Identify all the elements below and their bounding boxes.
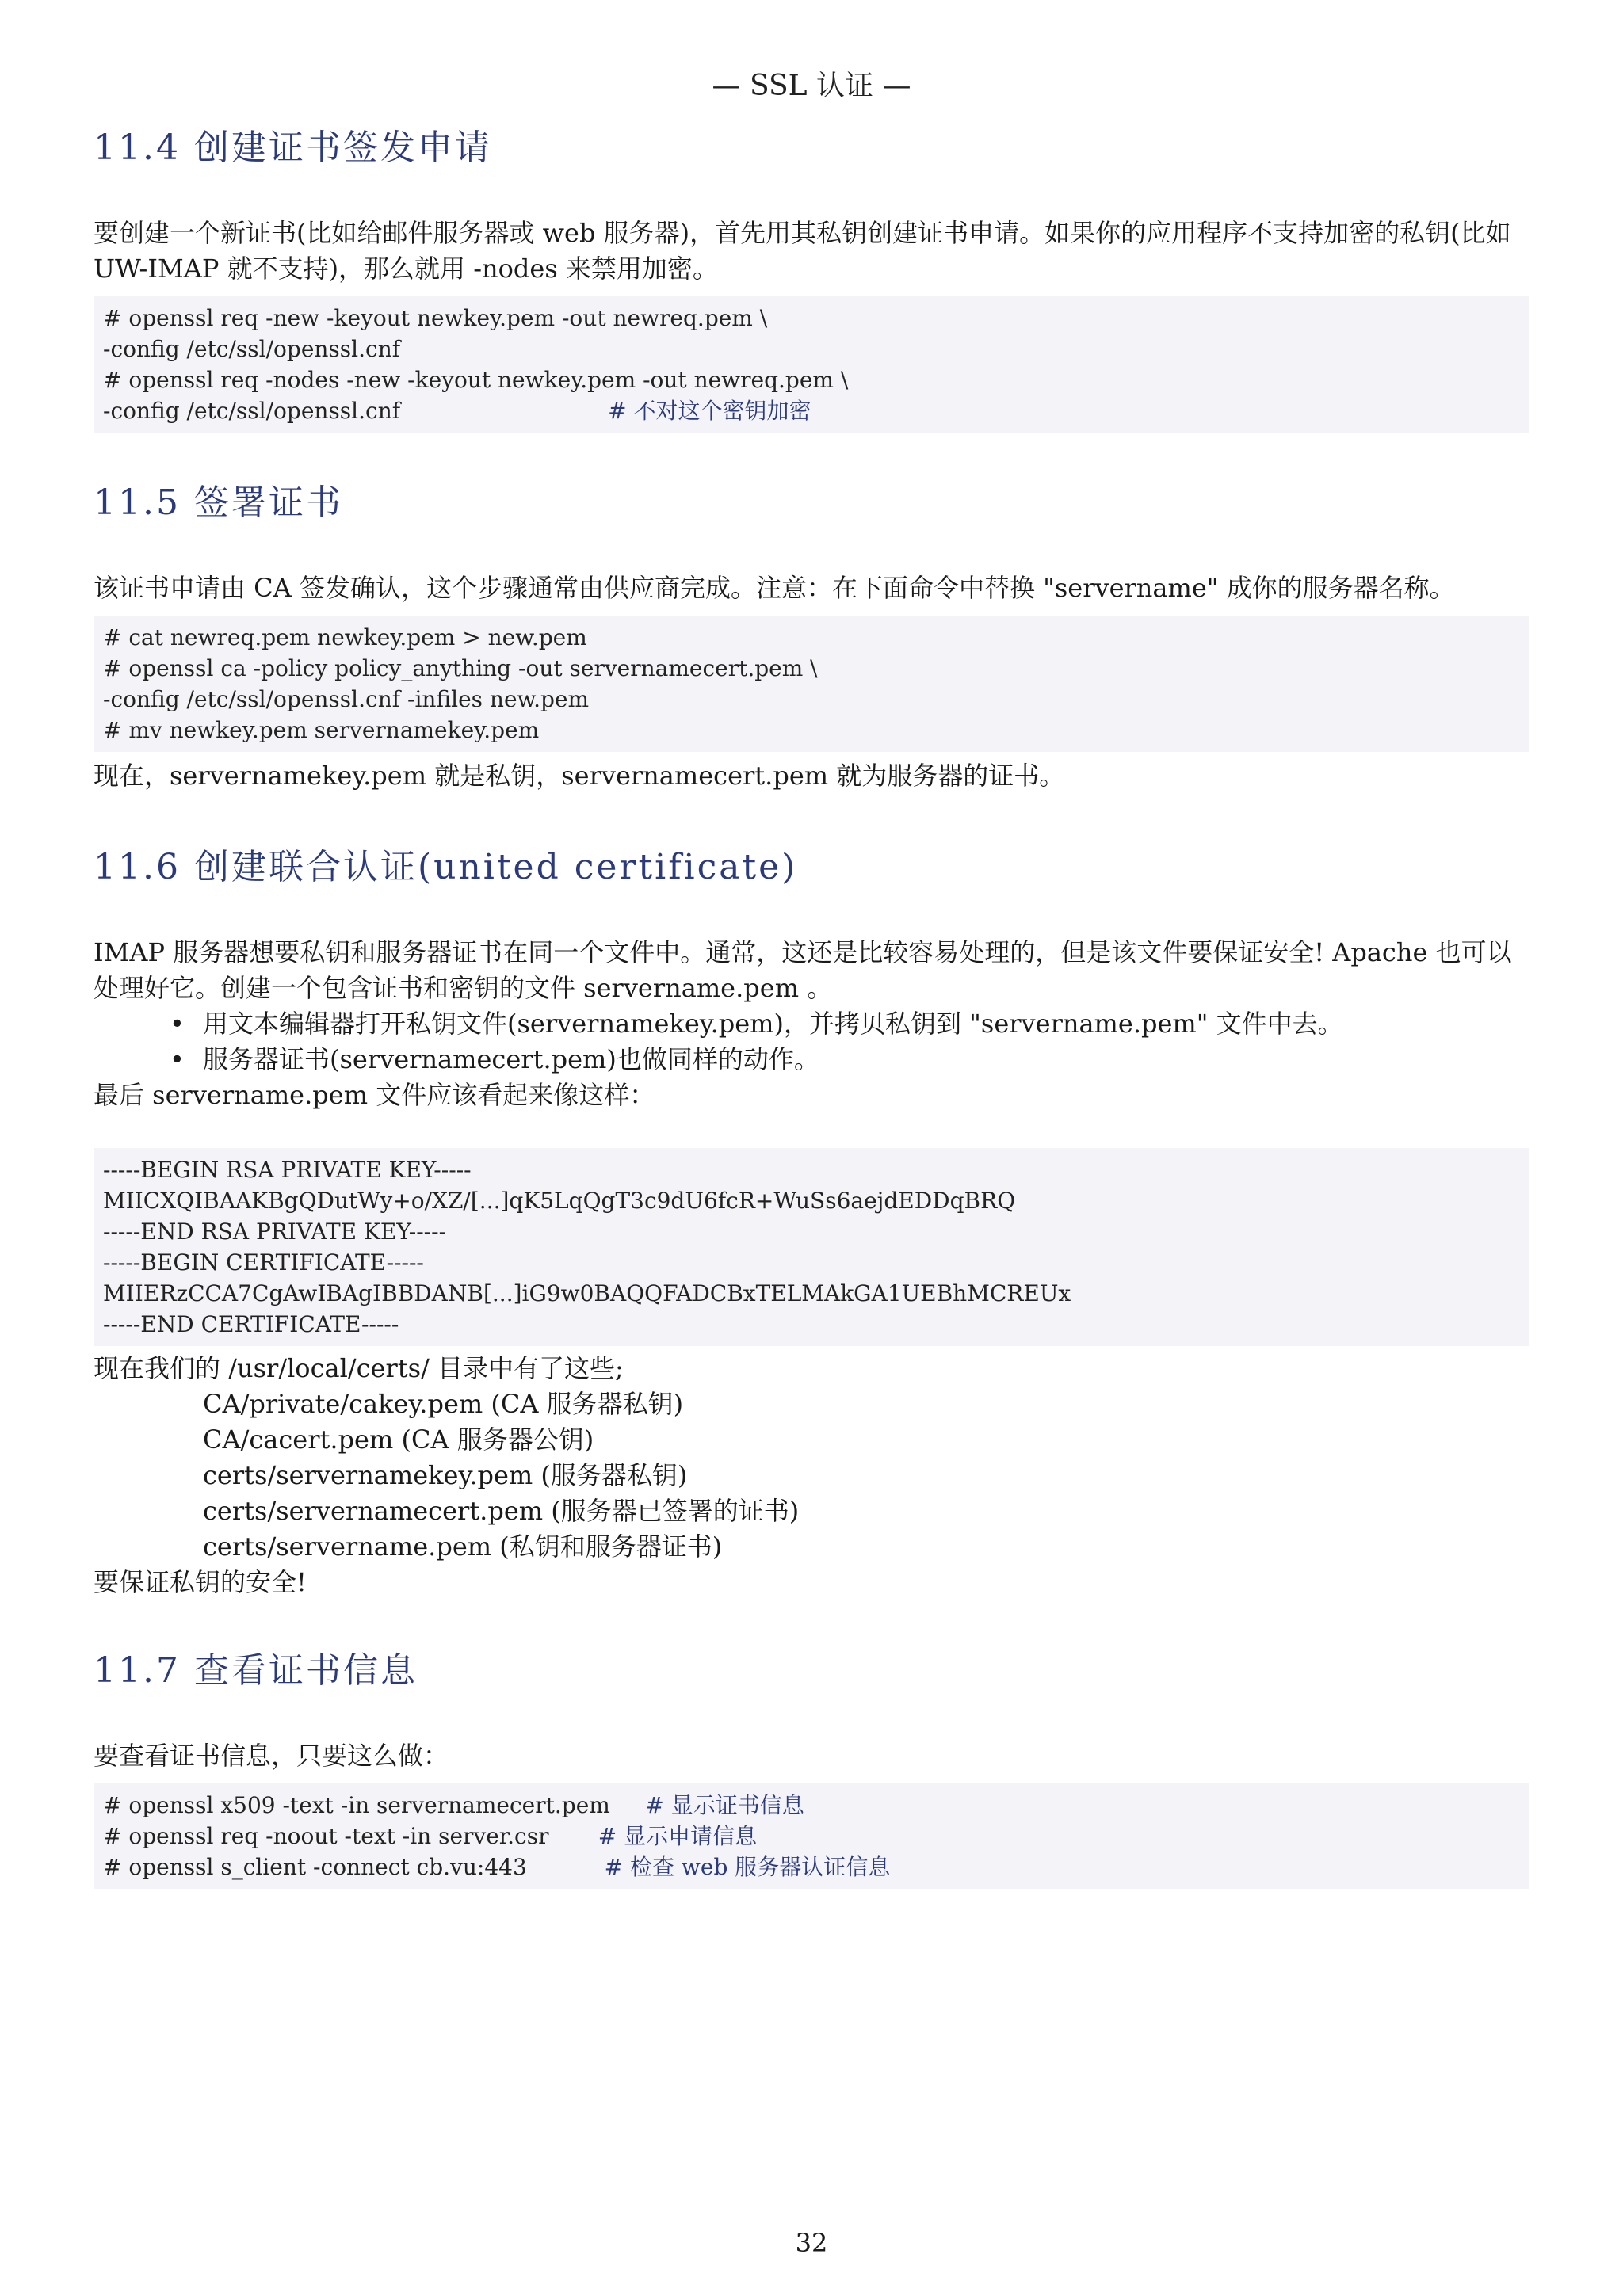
code-block [94,1783,1529,1889]
running-header: — SSL 认证 — [712,70,911,102]
paragraph: 要创建一个新证书(比如给邮件服务器或 web 服务器)，首先用其私钥创建证书申请。如果你的应用程序不支持加密的私钥(比如 UW-IMAP 就不支持)，那么就用 -nodes 来禁用加密。 [94,218,1511,284]
file-entry: certs/servernamekey.pem (服务器私钥) [203,1460,688,1490]
code-comment: # 不对这个密钥加密 [608,398,812,424]
code-line [103,1790,1520,1821]
code-line: # openssl ca -policy policy_anything -out servernamecert.pem \ [103,655,818,681]
section-title-11-5: 11.5 签署证书 [94,482,343,523]
bullet-list [94,1006,1529,1077]
section-title-11-6: 11.6 创建联合认证(united certificate) [94,847,798,887]
code-line: MIIERzCCA7CgAwIBAgIBBDANB[...]iG9w0BAQQFADCBxTELMAkGA1UEBhMCREUx [103,1280,1071,1306]
paragraph: 该证书申请由 CA 签发确认，这个步骤通常由供应商完成。注意：在下面命令中替换 "servername" 成你的服务器名称。 [94,573,1455,603]
section-title-11-4: 11.4 创建证书签发申请 [94,128,492,168]
code-line: # cat newreq.pem newkey.pem > new.pem [103,624,587,650]
paragraph: IMAP 服务器想要私钥和服务器证书在同一个文件中。通常，这还是比较容易处理的，但是该文件要保证安全! Apache 也可以处理好它。创建一个包含证书和密钥的文件 servername.pem 。 [94,937,1512,1003]
code-block [94,1148,1529,1346]
code-line: -----END CERTIFICATE----- [103,1311,399,1337]
page-number: 32 [795,2228,828,2258]
code-line: -----BEGIN CERTIFICATE----- [103,1249,424,1276]
code-line: # openssl req -nodes -new -keyout newkey.pem -out newreq.pem \ [103,367,849,393]
paragraph: 最后 servername.pem 文件应该看起来像这样： [94,1080,655,1110]
file-entry: CA/cacert.pem (CA 服务器公钥) [203,1425,594,1455]
section-title-11-7: 11.7 查看证书信息 [94,1650,418,1691]
code-text: -config /etc/ssl/openssl.cnf [103,398,401,424]
code-comment: # 检查 web 服务器认证信息 [604,1854,891,1880]
file-entry: certs/servername.pem (私钥和服务器证书) [203,1531,723,1562]
list-item: • 用文本编辑器打开私钥文件(servernamekey.pem)，并拷贝私钥到 "servername.pem" 文件中去。 [203,1006,1529,1042]
code-line: -config /etc/ssl/openssl.cnf -infiles new.pem [103,686,590,712]
code-text: # openssl req -noout -text -in server.csr [103,1823,598,1849]
code-line [103,395,1520,426]
code-line: -----END RSA PRIVATE KEY----- [103,1219,447,1245]
paragraph: 要保证私钥的安全! [94,1567,307,1597]
code-line: -----BEGIN RSA PRIVATE KEY----- [103,1157,472,1183]
code-block [94,616,1529,752]
paragraph: 要查看证书信息，只要这么做： [94,1741,449,1771]
code-comment: # 显示证书信息 [645,1792,804,1818]
code-line: # openssl req -new -keyout newkey.pem -out newreq.pem \ [103,305,768,331]
page-content [94,119,1529,1889]
file-entry: certs/servernamecert.pem (服务器已签署的证书) [203,1496,800,1526]
code-text: # openssl x509 -text -in servernamecert.pem [103,1792,646,1818]
code-line [103,1852,1520,1882]
code-line: MIICXQIBAAKBgQDutWy+o/XZ/[...]qK5LqQgT3c9dU6fcR+WuSs6aejdEDDqBRQ [103,1188,1016,1214]
paragraph: 现在我们的 /usr/local/certs/ 目录中有了这些; [94,1353,624,1383]
code-line [103,1821,1520,1852]
code-block [94,296,1529,433]
code-line: # mv newkey.pem servernamekey.pem [103,717,540,743]
list-item: • 服务器证书(servernamecert.pem)也做同样的动作。 [203,1042,1529,1077]
paragraph: 现在，servernamekey.pem 就是私钥，servernamecert.pem 就为服务器的证书。 [94,761,1065,791]
file-entry: CA/private/cakey.pem (CA 服务器私钥) [203,1389,684,1419]
code-line: -config /etc/ssl/openssl.cnf [103,336,401,362]
code-comment: # 显示申请信息 [598,1823,758,1849]
code-text: # openssl s_client -connect cb.vu:443 [103,1854,605,1880]
